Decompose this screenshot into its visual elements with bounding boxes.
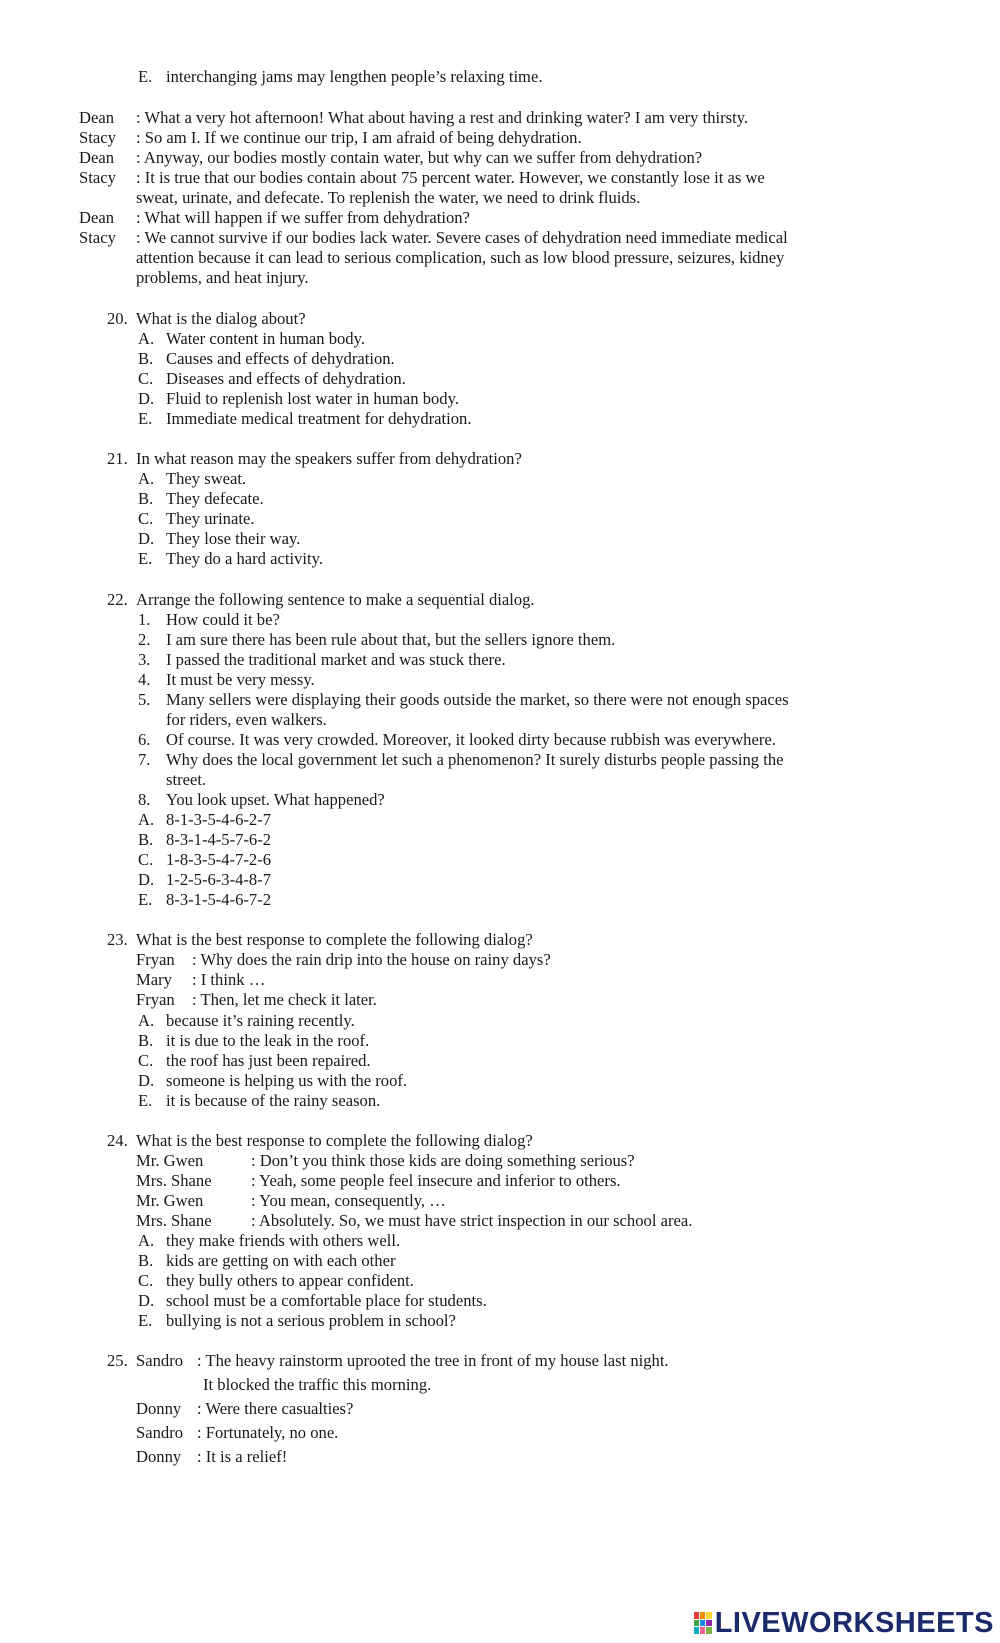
sentence-number: 4. [138, 670, 151, 689]
dialog-line: : What will happen if we suffer from dehydration? [136, 208, 470, 227]
sentence-number: 2. [138, 630, 151, 649]
option-text[interactable]: Diseases and effects of dehydration. [166, 369, 406, 388]
option-text[interactable]: They urinate. [166, 509, 255, 528]
option-letter: C. [138, 509, 154, 528]
dialog-line: : Anyway, our bodies mostly contain water, but why can we suffer from dehydration? [136, 148, 703, 167]
sentence-text: Of course. It was very crowded. Moreover, it looked dirty because rubbish was everywhere. [166, 730, 776, 749]
question-text: In what reason may the speakers suffer from dehydration? [136, 449, 522, 468]
option-letter: E. [138, 1311, 153, 1330]
speaker-name: Mary [136, 970, 172, 989]
option-text: interchanging jams may lengthen people’s relaxing time. [166, 67, 543, 86]
speaker-name: Dean [79, 208, 115, 227]
sentence-number: 3. [138, 650, 151, 669]
option-text[interactable]: They defecate. [166, 489, 264, 508]
speaker-name: Mrs. Shane [136, 1171, 212, 1190]
question-number: 24. [107, 1131, 128, 1150]
logo-cell [700, 1612, 705, 1619]
option-letter: A. [138, 329, 155, 348]
speaker-name: Sandro [136, 1423, 184, 1442]
option-letter: D. [138, 870, 155, 889]
option-letter: B. [138, 1251, 154, 1270]
option-letter: B. [138, 489, 154, 508]
sentence-text: I passed the traditional market and was stuck there. [166, 650, 506, 669]
sentence-text: You look upset. What happened? [166, 790, 385, 809]
liveworksheets-logo [694, 1608, 994, 1638]
option-letter: A. [138, 1011, 155, 1030]
dialog-line: : What a very hot afternoon! What about having a rest and drinking water? I am very thirsty. [136, 108, 749, 127]
option-text[interactable]: it is because of the rainy season. [166, 1091, 381, 1110]
speaker-name: Stacy [79, 228, 116, 247]
question-number: 23. [107, 930, 128, 949]
question-number: 20. [107, 309, 128, 328]
sentence-number: 6. [138, 730, 151, 749]
option-text[interactable]: someone is helping us with the roof. [166, 1071, 408, 1090]
sentence-text: It must be very messy. [166, 670, 315, 689]
speaker-name: Mrs. Shane [136, 1211, 212, 1230]
dialog-line: : So am I. If we continue our trip, I am afraid of being dehydration. [136, 128, 582, 147]
sentence-text: I am sure there has been rule about that, but the sellers ignore them. [166, 630, 616, 649]
option-letter: C. [138, 1051, 154, 1070]
sentence-text: Why does the local government let such a phenomenon? It surely disturbs people passing the [166, 750, 784, 769]
option-text[interactable]: Immediate medical treatment for dehydration. [166, 409, 472, 428]
option-text[interactable]: 8-1-3-5-4-6-2-7 [166, 810, 272, 829]
option-text[interactable]: kids are getting on with each other [166, 1251, 396, 1270]
option-text[interactable]: the roof has just been repaired. [166, 1051, 371, 1070]
dialog-line: : Yeah, some people feel insecure and inferior to others. [251, 1171, 621, 1190]
option-text[interactable]: They sweat. [166, 469, 247, 488]
option-text[interactable]: they bully others to appear confident. [166, 1271, 414, 1290]
dialog-line: : It is true that our bodies contain about 75 percent water. However, we constantly lose it as we [136, 168, 765, 187]
dialog-line-continued: It blocked the traffic this morning. [203, 1375, 432, 1394]
speaker-name: Mr. Gwen [136, 1191, 204, 1210]
speaker-name: Donny [136, 1399, 182, 1418]
dialog-line: : Then, let me check it later. [192, 990, 377, 1009]
speaker-name: Fryan [136, 950, 175, 969]
option-letter: E. [138, 409, 153, 428]
logo-cell [694, 1620, 699, 1627]
option-letter: E. [138, 1091, 153, 1110]
option-letter: E. [138, 549, 153, 568]
option-text[interactable]: it is due to the leak in the roof. [166, 1031, 370, 1050]
question-text: Arrange the following sentence to make a sequential dialog. [136, 590, 535, 609]
dialog-line: : You mean, consequently, … [251, 1191, 446, 1210]
option-text[interactable]: school must be a comfortable place for students. [166, 1291, 487, 1310]
sentence-text: How could it be? [166, 610, 280, 629]
option-text[interactable]: Fluid to replenish lost water in human body. [166, 389, 459, 408]
option-text[interactable]: 8-3-1-5-4-6-7-2 [166, 890, 272, 909]
question-number: 21. [107, 449, 128, 468]
dialog-line: : I think … [192, 970, 266, 989]
speaker-name: Stacy [79, 128, 116, 147]
sentence-text-continued: street. [166, 770, 207, 789]
logo-text: LIVEWORKSHEETS [714, 1606, 994, 1639]
question-number: 22. [107, 590, 128, 609]
option-letter: A. [138, 810, 155, 829]
option-letter: C. [138, 850, 154, 869]
option-letter: A. [138, 469, 155, 488]
speaker-name: Fryan [136, 990, 175, 1009]
logo-cell [706, 1620, 711, 1627]
logo-cell [700, 1627, 705, 1634]
logo-grid-icon [694, 1612, 712, 1634]
option-letter: D. [138, 1071, 155, 1090]
speaker-name: Sandro [136, 1351, 184, 1370]
option-letter: D. [138, 529, 155, 548]
dialog-line: : It is a relief! [197, 1447, 288, 1466]
sentence-text: Many sellers were displaying their goods outside the market, so there were not enough spaces [166, 690, 789, 709]
question-text: What is the best response to complete the following dialog? [136, 930, 533, 949]
speaker-name: Mr. Gwen [136, 1151, 204, 1170]
speaker-name: Dean [79, 148, 115, 167]
option-letter: E. [138, 67, 153, 86]
sentence-number: 7. [138, 750, 151, 769]
dialog-line-continued: problems, and heat injury. [136, 268, 309, 287]
option-text[interactable]: They do a hard activity. [166, 549, 323, 568]
question-number: 25. [107, 1351, 128, 1370]
logo-cell [706, 1627, 711, 1634]
option-text[interactable]: They lose their way. [166, 529, 301, 548]
dialog-line: : Fortunately, no one. [197, 1423, 339, 1442]
option-letter: E. [138, 890, 153, 909]
option-text[interactable]: 1-8-3-5-4-7-2-6 [166, 850, 272, 869]
option-letter: B. [138, 349, 154, 368]
speaker-name: Donny [136, 1447, 182, 1466]
dialog-line: : Why does the rain drip into the house on rainy days? [192, 950, 551, 969]
sentence-number: 8. [138, 790, 151, 809]
logo-cell [694, 1627, 699, 1634]
option-letter: B. [138, 830, 154, 849]
logo-cell [700, 1620, 705, 1627]
dialog-line: : We cannot survive if our bodies lack water. Severe cases of dehydration need immediate medical [136, 228, 788, 247]
logo-cell [706, 1612, 711, 1619]
option-letter: D. [138, 1291, 155, 1310]
option-text[interactable]: they make friends with others well. [166, 1231, 401, 1250]
sentence-number: 1. [138, 610, 151, 629]
option-text[interactable]: 1-2-5-6-3-4-8-7 [166, 870, 272, 889]
speaker-name: Stacy [79, 168, 116, 187]
speaker-name: Dean [79, 108, 115, 127]
dialog-line: : Don’t you think those kids are doing something serious? [251, 1151, 635, 1170]
dialog-line: : Were there casualties? [197, 1399, 354, 1418]
question-text: What is the best response to complete the following dialog? [136, 1131, 533, 1150]
option-text[interactable]: because it’s raining recently. [166, 1011, 355, 1030]
sentence-number: 5. [138, 690, 151, 709]
sentence-text-continued: for riders, even walkers. [166, 710, 327, 729]
option-letter: D. [138, 389, 155, 408]
option-letter: C. [138, 369, 154, 388]
option-letter: C. [138, 1271, 154, 1290]
dialog-line: : Absolutely. So, we must have strict inspection in our school area. [251, 1211, 693, 1230]
dialog-line-continued: attention because it can lead to serious complication, such as low blood pressure, seizures, kidney [136, 248, 785, 267]
option-text[interactable]: bullying is not a serious problem in school? [166, 1311, 456, 1330]
option-text[interactable]: 8-3-1-4-5-7-6-2 [166, 830, 272, 849]
dialog-line: : The heavy rainstorm uprooted the tree in front of my house last night. [197, 1351, 669, 1370]
option-text[interactable]: Water content in human body. [166, 329, 365, 348]
dialog-line-continued: sweat, urinate, and defecate. To replenish the water, we need to drink fluids. [136, 188, 641, 207]
option-letter: A. [138, 1231, 155, 1250]
option-text[interactable]: Causes and effects of dehydration. [166, 349, 395, 368]
option-letter: B. [138, 1031, 154, 1050]
logo-cell [694, 1612, 699, 1619]
question-text: What is the dialog about? [136, 309, 306, 328]
